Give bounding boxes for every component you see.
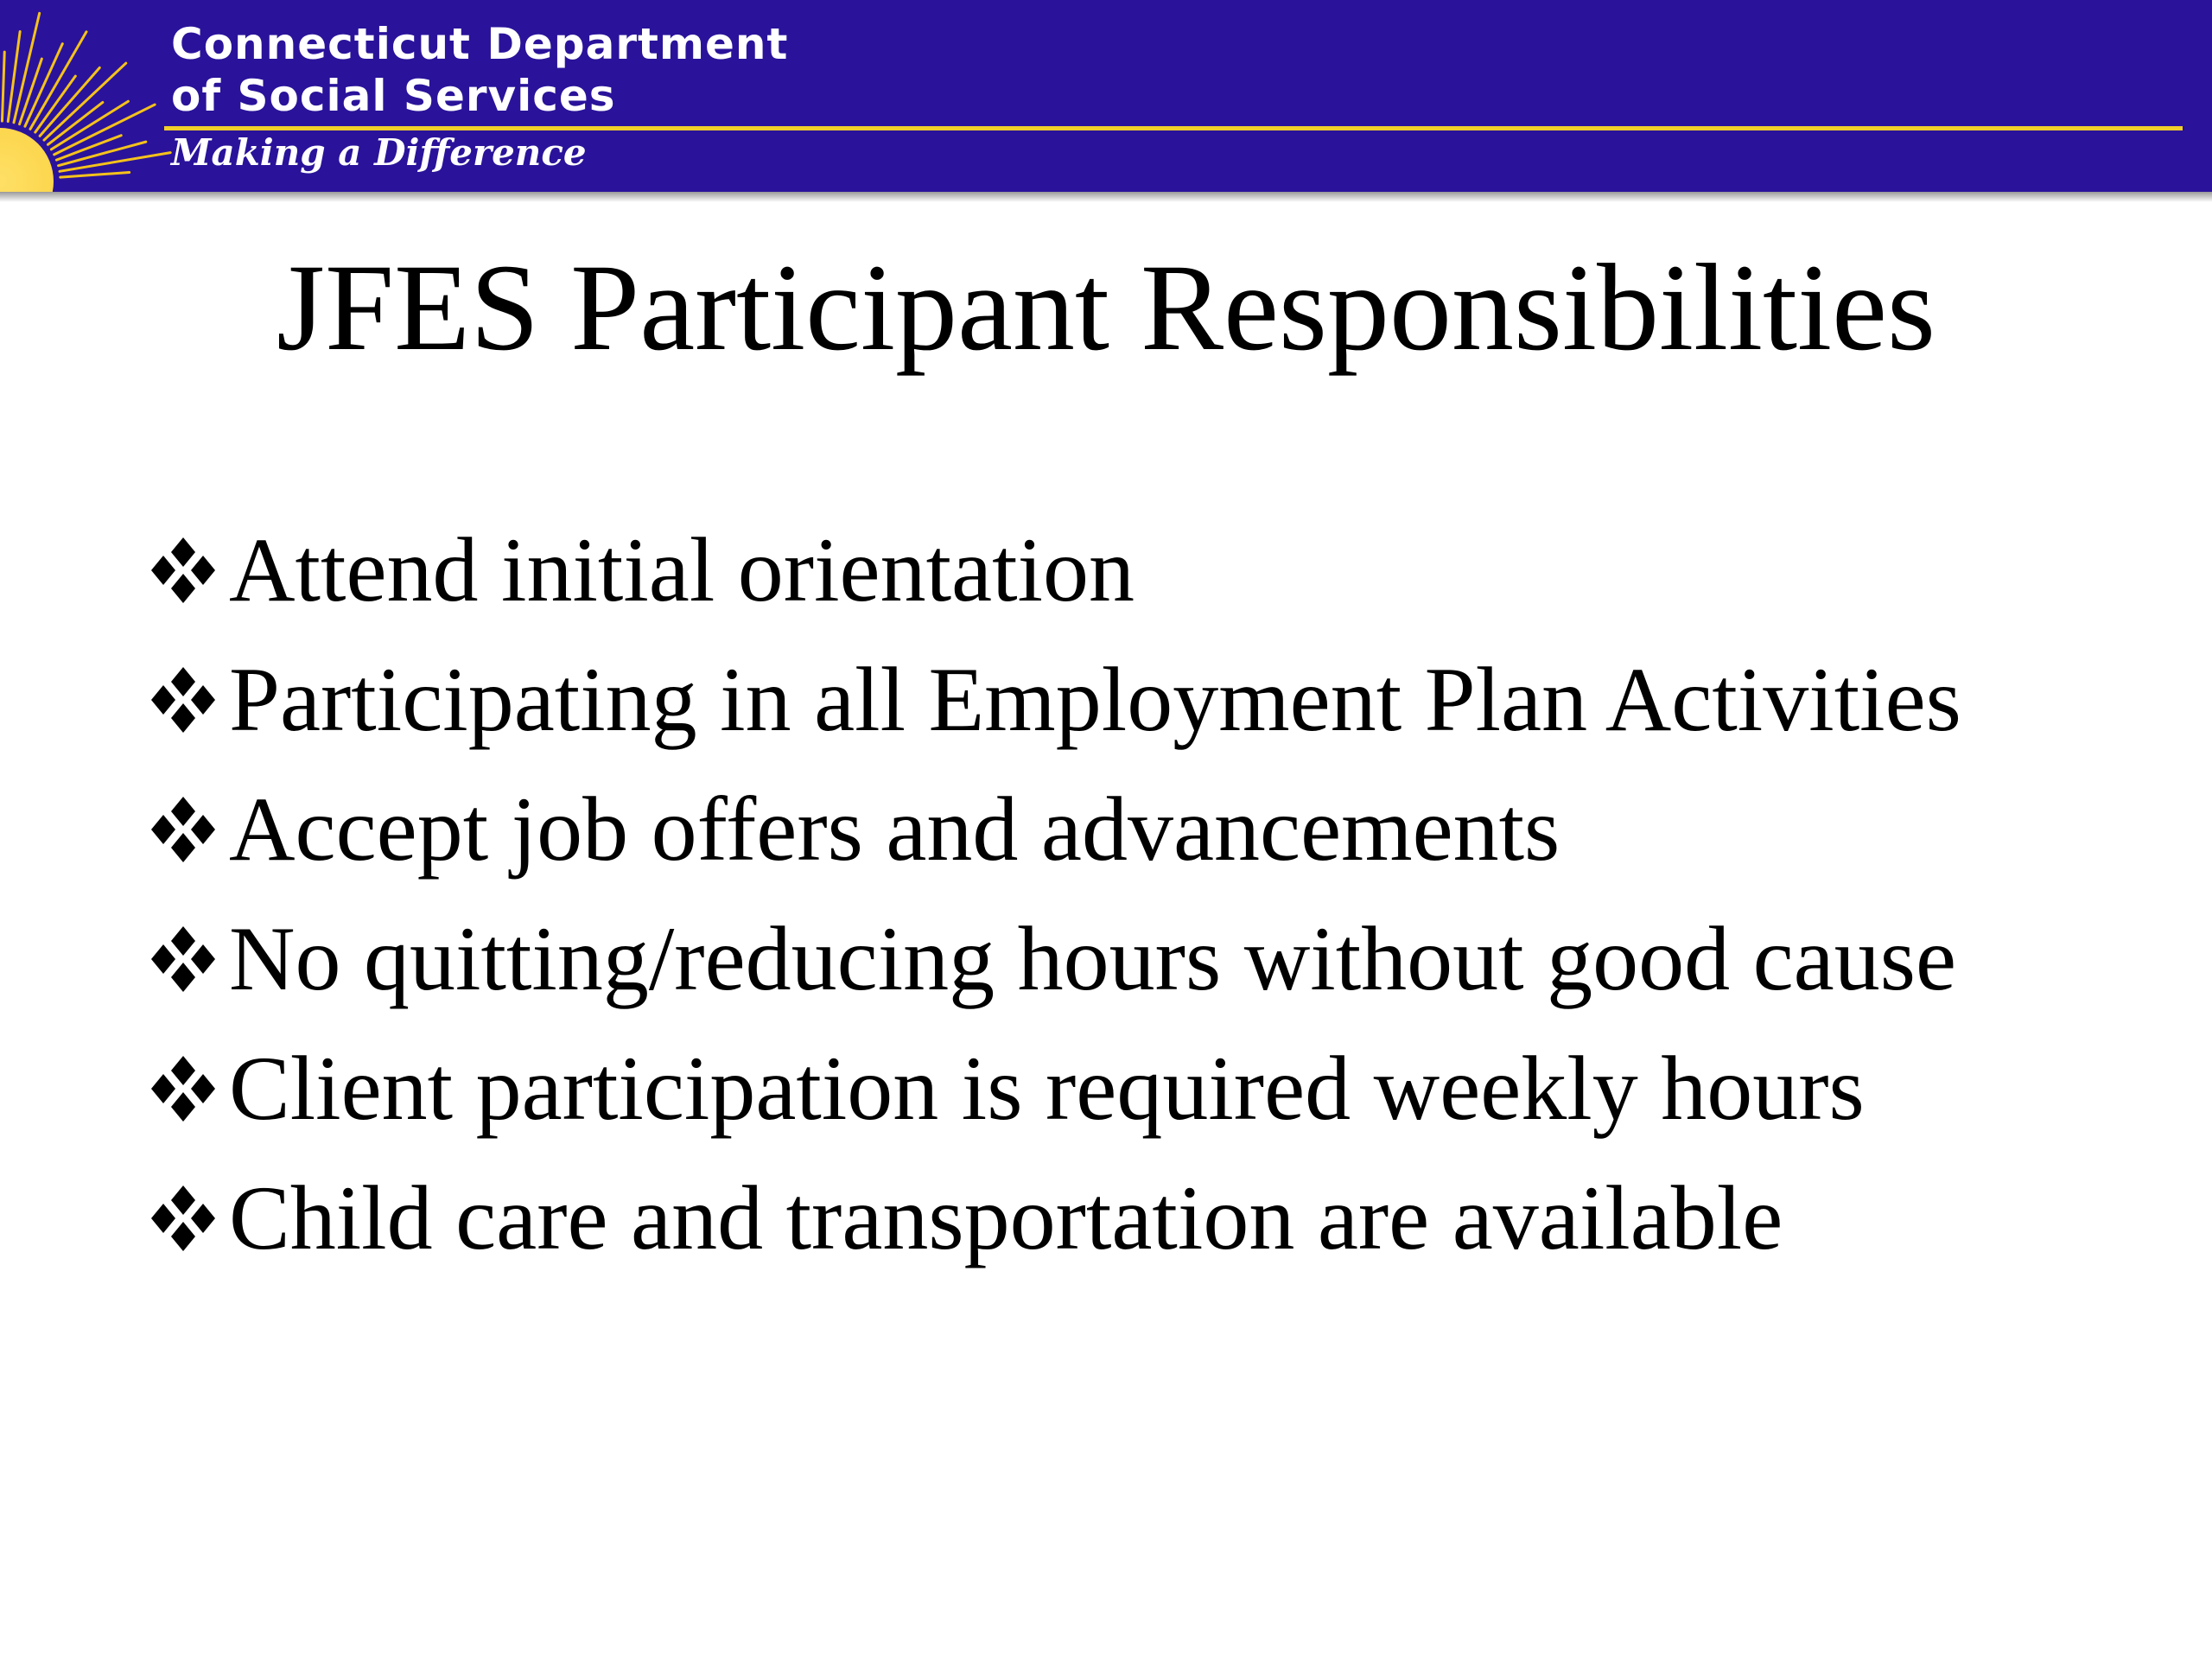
bullet-item xyxy=(143,894,1961,1024)
bullet-item xyxy=(143,505,1961,635)
bullet-text: No quitting/reducing hours without good cause xyxy=(229,908,1956,1009)
tagline: Making a Difference xyxy=(171,131,587,174)
bullet-text: Accept job offers and advancements xyxy=(229,779,1560,880)
bullet-text: Participating in all Employment Plan Activities xyxy=(229,649,1961,750)
sun-ray xyxy=(60,173,130,178)
four-diamond-bullet-icon xyxy=(143,1182,224,1255)
bullet-item xyxy=(143,1154,1961,1283)
four-diamond-bullet-icon xyxy=(143,534,224,607)
bullet-text: Client participation is required weekly hours xyxy=(229,1038,1865,1139)
header-shadow xyxy=(0,192,2212,202)
bullet-text: Child care and transportation are available xyxy=(229,1167,1783,1268)
org-name-line-2: of Social Services xyxy=(171,71,616,121)
bullet-list xyxy=(143,505,1961,1283)
sun-icon xyxy=(0,0,173,192)
org-name-line-1: Connecticut Department xyxy=(171,19,789,69)
bullet-item xyxy=(143,635,1961,765)
four-diamond-bullet-icon xyxy=(143,793,224,866)
header-gold-rule xyxy=(164,126,2183,130)
bullet-item xyxy=(143,1024,1961,1154)
bullet-item xyxy=(143,765,1961,894)
four-diamond-bullet-icon xyxy=(143,1052,224,1125)
four-diamond-bullet-icon xyxy=(143,923,224,995)
sun-ray xyxy=(2,52,4,121)
four-diamond-bullet-icon xyxy=(143,664,224,736)
slide-title: JFES Participant Responsibilities xyxy=(276,239,1936,377)
bullet-text: Attend initial orientation xyxy=(229,519,1135,620)
